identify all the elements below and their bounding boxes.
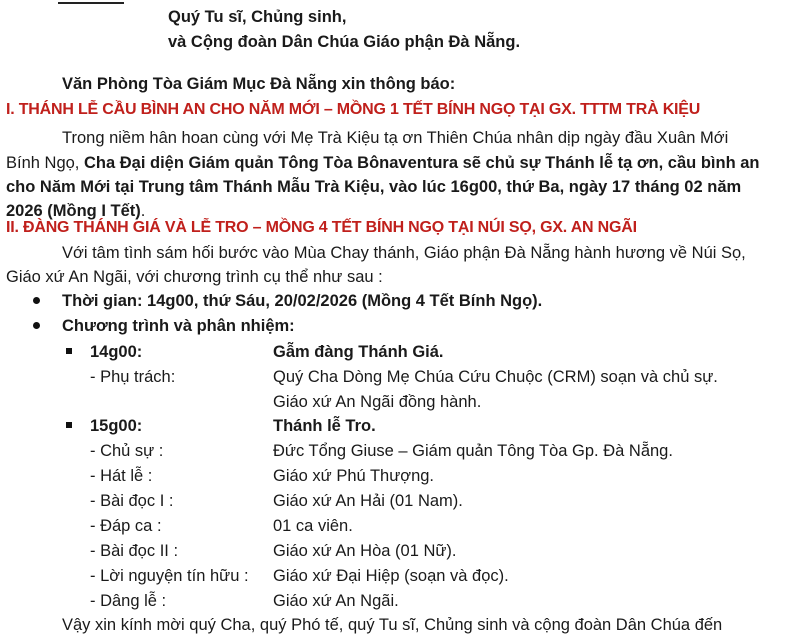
addressee-line-2: và Cộng đoàn Dân Chúa Giáo phận Đà Nẵng. [168, 33, 521, 51]
underline-fragment [58, 0, 124, 4]
program-role: - Đáp ca : [90, 517, 162, 535]
program-assignee: 01 ca viên. [273, 517, 353, 535]
addressee-line-1: Quý Tu sĩ, Chủng sinh, [168, 8, 347, 26]
section-1-paragraph-line-2-text: Bính Ngọ, [6, 154, 84, 172]
bullet-program: Chương trình và phân nhiệm: [62, 317, 295, 335]
program-role: - Lời nguyện tín hữu : [90, 567, 249, 585]
section-1-paragraph-line-3: cho Năm Mới tại Trung tâm Thánh Mẫu Trà Kiệu, vào lúc 16g00, thứ Ba, ngày 17 tháng 02 năm [6, 178, 742, 196]
section-1-paragraph-line-2-bold: Cha Đại diện Giám quản Tông Tòa Bônaventura sẽ chủ sự Thánh lễ tạ ơn, cầu bình an [83, 154, 760, 172]
program-assignee: Giáo xứ Đại Hiệp (soạn và đọc). [273, 567, 509, 585]
closing-line: Vậy xin kính mời quý Cha, quý Phó tế, quý Tu sĩ, Chủng sinh và cộng đoàn Dân Chúa đến [62, 616, 723, 634]
announcement-intro: Văn Phòng Tòa Giám Mục Đà Nẵng xin thông báo: [62, 75, 456, 93]
section-1-paragraph-line-4-end: . [140, 202, 146, 220]
program-title: Gẫm đàng Thánh Giá. [273, 343, 444, 361]
bullet-time: Thời gian: 14g00, thứ Sáu, 20/02/2026 (Mồng 4 Tết Bính Ngọ). [62, 292, 543, 310]
square-bullet [66, 348, 72, 354]
bullet-dot [33, 297, 40, 304]
section-2-paragraph-line-1: Với tâm tình sám hối bước vào Mùa Chay thánh, Giáo phận Đà Nẵng hành hương về Núi Sọ, [62, 244, 746, 262]
program-assignee: Giáo xứ An Hải (01 Nam). [273, 492, 463, 510]
bullet-dot [33, 322, 40, 329]
program-assignee: Quý Cha Dòng Mẹ Chúa Cứu Chuộc (CRM) soạn và chủ sự. [273, 368, 718, 386]
program-time: 14g00: [90, 343, 143, 361]
program-role: - Bài đọc I : [90, 492, 174, 510]
section-2-paragraph-line-2: Giáo xứ An Ngãi, với chương trình cụ thể như sau : [6, 268, 383, 286]
program-assignee: Giáo xứ Phú Thượng. [273, 467, 435, 485]
program-role: - Dâng lễ : [90, 592, 167, 610]
section-1-paragraph-line-2 [6, 152, 760, 174]
section-1-paragraph-line-4-bold: 2026 (Mồng I Tết) [6, 202, 141, 220]
section-1-heading: I. THÁNH LỄ CẦU BÌNH AN CHO NĂM MỚI – MỒNG 1 TẾT BÍNH NGỌ TẠI GX. TTTM TRÀ KIỆU [6, 101, 701, 118]
program-time: 15g00: [90, 417, 143, 435]
program-assignee: Giáo xứ An Ngãi. [273, 592, 399, 610]
program-role: - Hát lễ : [90, 467, 153, 485]
program-role: - Chủ sự : [90, 442, 164, 460]
square-bullet [66, 422, 72, 428]
program-role: - Bài đọc II : [90, 542, 179, 560]
program-assignee: Đức Tổng Giuse – Giám quản Tông Tòa Gp. Đà Nẵng. [273, 442, 673, 460]
section-2-heading: II. ĐÀNG THÁNH GIÁ VÀ LỄ TRO – MỒNG 4 TẾT BÍNH NGỌ TẠI NÚI SỌ, GX. AN NGÃI [6, 219, 637, 236]
program-title: Thánh lễ Tro. [273, 417, 376, 435]
program-role: - Phụ trách: [90, 368, 176, 386]
program-assignee: Giáo xứ An Ngãi đồng hành. [273, 393, 482, 411]
program-assignee: Giáo xứ An Hòa (01 Nữ). [273, 542, 457, 560]
section-1-paragraph-line-1: Trong niềm hân hoan cùng với Mẹ Trà Kiệu tạ ơn Thiên Chúa nhân dịp ngày đầu Xuân Mới [62, 129, 729, 147]
